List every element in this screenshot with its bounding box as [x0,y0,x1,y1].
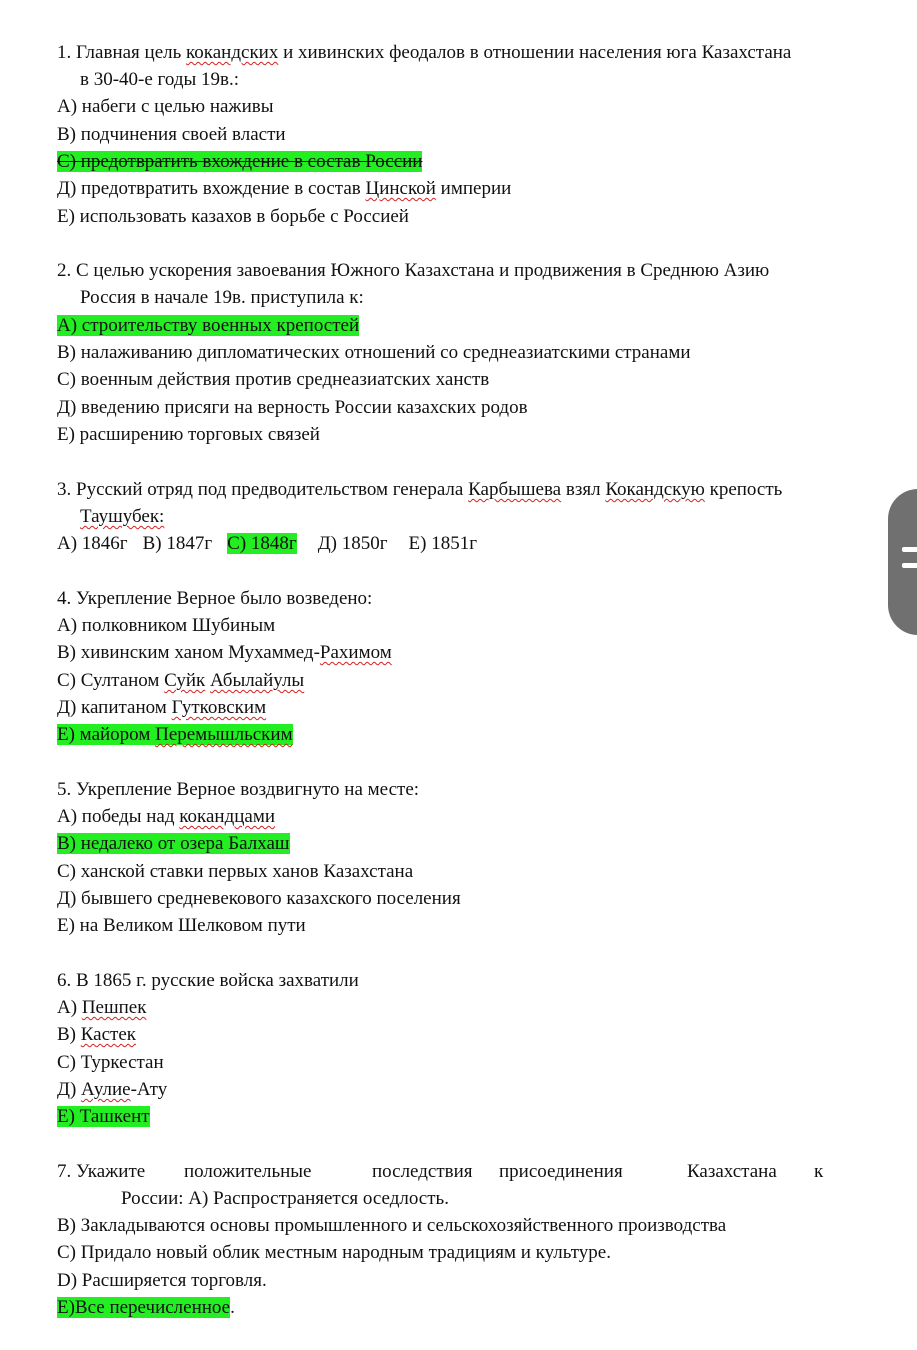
q2-title: 2. С целью ускорения завоевания Южного Казахстана и продвижения в Среднюю Азию [57,260,770,281]
correct-answer-highlight: Е)Все перечисленное [57,1297,231,1318]
q1-option-e: Е) использовать казахов в борьбе с Россией [57,206,409,227]
spell-flag: кокандских [186,42,279,63]
q1-option-a: А) набеги с целью наживы [57,96,274,117]
q3-option-e: Е) 1851г [408,533,478,554]
q3-title: 3. Русский отряд под предводительством генерала Карбышева взял Кокандскую крепость [57,479,783,500]
q3-option-c: С) 1848г [227,533,297,554]
side-panel-handle[interactable] [888,489,917,635]
q6-title: 6. В 1865 г. русские войска захватили [57,970,359,991]
menu-icon-bar [902,563,917,568]
q1-option-c [57,150,422,174]
correct-answer-highlight: С) предотвратить вхождение в состав России [57,151,423,172]
q7-option-c: С) Придало новый облик местным народным традициям и культуре. [57,1242,611,1263]
q1-title: 1. Главная цель кокандских и хивинских феодалов в отношении населения юга Казахстана [57,42,792,63]
q6-option-a: А) Пешпек [57,997,147,1018]
q5-option-b [57,832,290,856]
q2-option-c: С) военным действия против среднеазиатских ханств [57,369,490,390]
q2-option-e: Е) расширению торговых связей [57,424,320,445]
q1-title-cont: в 30-40-е годы 19в.: [80,69,240,90]
q7-option-e: Е)Все перечисленное. [57,1297,235,1318]
q3-options [57,532,477,556]
q2-option-a [57,314,359,338]
q2-title-cont: Россия в начале 19в. приступила к: [80,287,364,308]
q6-option-b: В) Кастек [57,1024,137,1045]
q1-option-d: Д) предотвратить вхождение в состав Цинской империи [57,178,512,199]
q4-option-d: Д) капитаном Гутковским [57,697,267,718]
correct-answer-highlight: В) недалеко от озера Балхаш [57,833,290,854]
q2-option-b: В) налаживанию дипломатических отношений со среднеазиатскими странами [57,342,691,363]
q3-option-a: А) 1846г [57,533,128,554]
correct-answer-highlight: Е) Ташкент [57,1106,150,1127]
correct-answer-highlight: Е) майором Перемышльским [57,724,293,745]
q5-option-d: Д) бывшего средневекового казахского поселения [57,888,461,909]
q7-option-d: D) Расширяется торговля. [57,1270,267,1291]
q6-option-d: Д) Аулие-Ату [57,1079,168,1100]
q3-title-cont: Таушубек: [80,506,165,527]
q1-option-b: В) подчинения своей власти [57,124,286,145]
q6-option-e [57,1105,150,1129]
q3-option-d: Д) 1850г [317,533,388,554]
q5-option-c: С) ханской ставки первых ханов Казахстана [57,861,414,882]
q7-title: 7. Укажите положительные последствия присоединения Казахстана к [57,1161,824,1182]
q6-option-c: С) Туркестан [57,1052,164,1073]
q5-option-a: А) победы над кокандцами [57,806,276,827]
q3-option-b: В) 1847г [142,533,213,554]
menu-icon [902,547,917,552]
correct-answer-highlight: А) строительству военных крепостей [57,315,360,336]
q7-option-b: В) Закладываются основы промышленного и сельскохозяйственного производства [57,1215,727,1236]
q4-title: 4. Укрепление Верное было возведено: [57,588,373,609]
q4-option-c: С) Султаном Суйк Абылайулы [57,670,305,691]
q4-option-a: А) полковником Шубиным [57,615,276,636]
q7-title-cont: России: А) Распространяется оседлость. [121,1188,449,1209]
q5-title: 5. Укрепление Верное воздвигнуто на месте: [57,779,420,800]
q5-option-e: Е) на Великом Шелковом пути [57,915,306,936]
q4-option-e [57,723,293,747]
q4-option-b: В) хивинским ханом Мухаммед-Рахимом [57,642,392,663]
q2-option-d: Д) введению присяги на верность России казахских родов [57,397,528,418]
